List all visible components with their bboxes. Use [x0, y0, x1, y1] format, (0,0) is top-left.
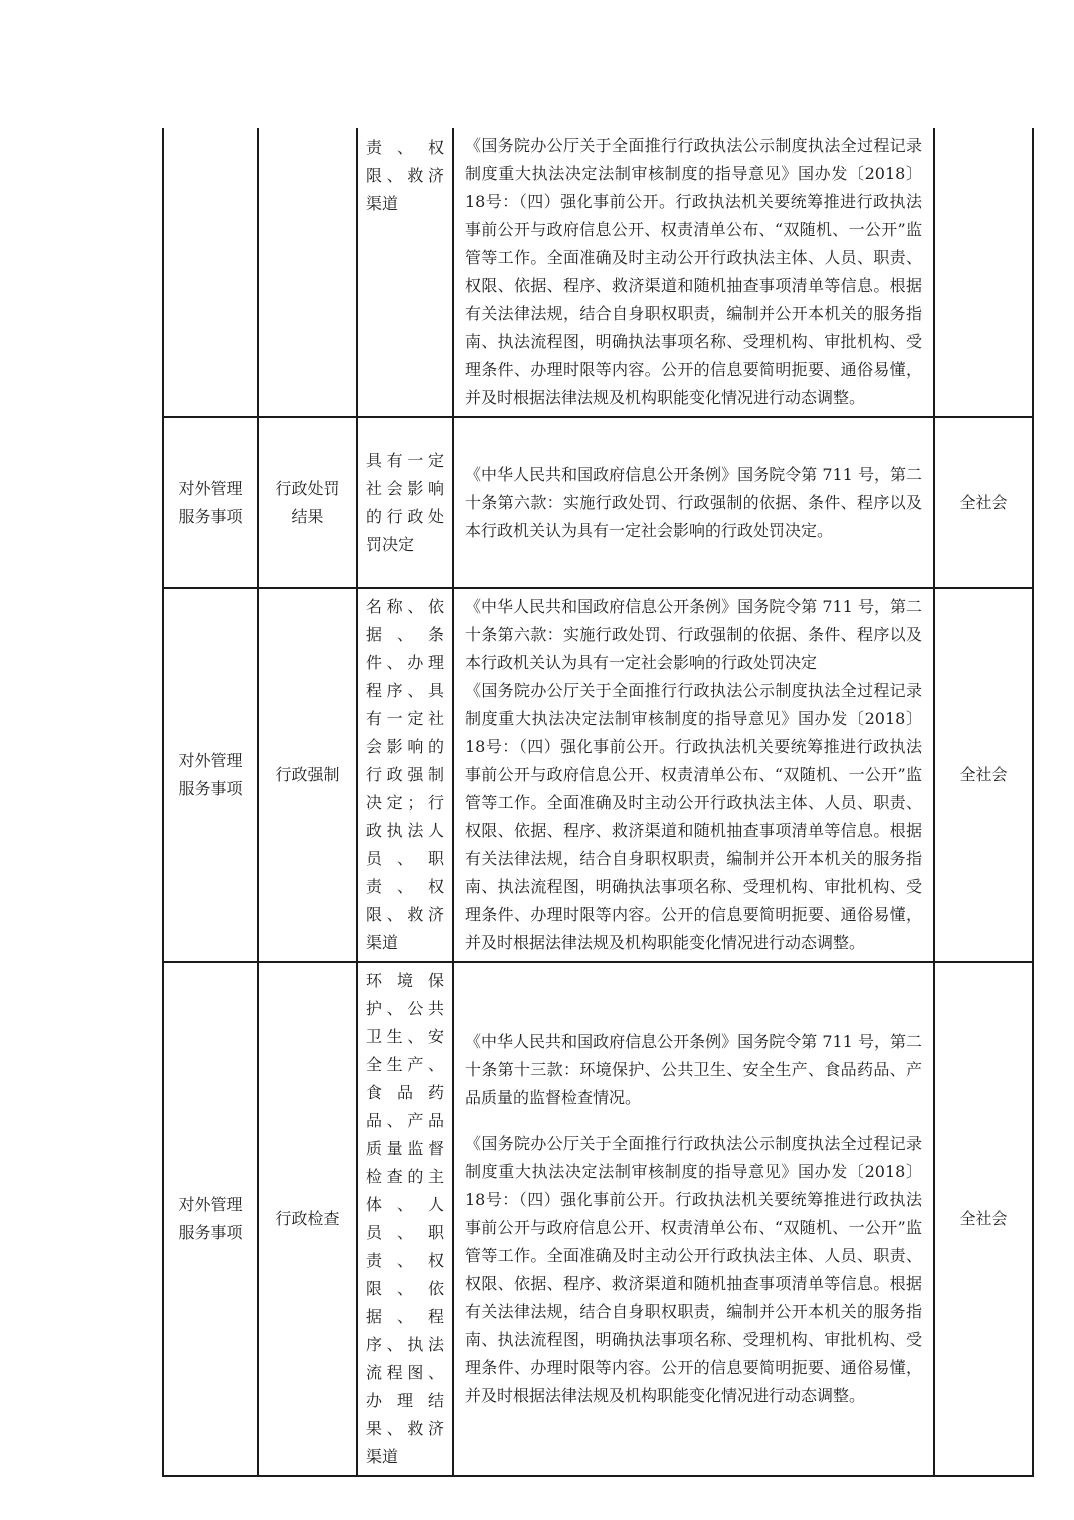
content-cell: 责、权限、救济渠道	[357, 128, 453, 417]
content-cell: 名称、依据、条件、办理程序、具有一定社会影响的行政强制决定；行政执法人员、职责、权限、救济渠道	[357, 588, 453, 962]
basis-paragraph: 《中华人民共和国政府信息公开条例》国务院令第 711 号，第二十条第十三款：环境保护、公共卫生、安全生产、食品药品、产品质量的监督检查情况。	[465, 1032, 922, 1107]
category-cell: 对外管理服务事项	[163, 588, 258, 962]
content-cell: 环境保护、公共卫生、安全生产、食品药品、产品质量监督检查的主体、人员、职责、权限、依据、程序、执法流程图、办理结果、救济渠道	[357, 962, 453, 1476]
audience-cell: 全社会	[934, 962, 1033, 1476]
basis-paragraph: 《国务院办公厅关于全面推行行政执法公示制度执法全过程记录制度重大执法决定法制审核制度的指导意见》国办发〔2018〕18号：（四）强化事前公开。行政执法机关要统筹推进行政执法事前公开与政府信息公开、权责清单公布、“双随机、一公开”监管等工作。全面准确及时主动公开行政执法主体、人员、职责、权限、依据、程序、救济渠道和随机抽查事项清单等信息。根据有关法律法规，结合自身职权职责，编制并公开本机关的服务指南、执法流程图，明确执法事项名称、受理机构、审批机构、受理条件、办理时限等内容。公开的信息要简明扼要、通俗易懂，并及时根据法律法规及机构职能变化情况进行动态调整。	[465, 681, 922, 952]
table-row	[163, 417, 1033, 588]
item-cell: 行政检查	[258, 962, 357, 1476]
basis-cell	[453, 588, 934, 962]
basis-paragraph: 《国务院办公厅关于全面推行行政执法公示制度执法全过程记录制度重大执法决定法制审核制度的指导意见》国办发〔2018〕18号：（四）强化事前公开。行政执法机关要统筹推进行政执法事前公开与政府信息公开、权责清单公布、“双随机、一公开”监管等工作。全面准确及时主动公开行政执法主体、人员、职责、权限、依据、程序、救济渠道和随机抽查事项清单等信息。根据有关法律法规，结合自身职权职责，编制并公开本机关的服务指南、执法流程图，明确执法事项名称、受理机构、审批机构、受理条件、办理时限等内容。公开的信息要简明扼要、通俗易懂，并及时根据法律法规及机构职能变化情况进行动态调整。	[465, 1134, 922, 1405]
basis-paragraph: 《中华人民共和国政府信息公开条例》国务院令第 711 号，第二十条第六款：实施行政处罚、行政强制的依据、条件、程序以及本行政机关认为具有一定社会影响的行政处罚决定	[465, 597, 922, 672]
item-cell: 行政强制	[258, 588, 357, 962]
content-cell: 具有一定社会影响的行政处罚决定	[357, 417, 453, 588]
category-cell	[163, 128, 258, 417]
audience-cell: 全社会	[934, 417, 1033, 588]
category-cell: 对外管理服务事项	[163, 417, 258, 588]
table-row	[163, 588, 1033, 962]
basis-cell	[453, 962, 934, 1476]
category-cell: 对外管理服务事项	[163, 962, 258, 1476]
audience-cell: 全社会	[934, 588, 1033, 962]
item-cell	[258, 128, 357, 417]
disclosure-table	[162, 128, 1034, 1477]
table-row	[163, 128, 1033, 417]
table-row	[163, 962, 1033, 1476]
item-cell: 行政处罚结果	[258, 417, 357, 588]
audience-cell	[934, 128, 1033, 417]
basis-paragraph: 《中华人民共和国政府信息公开条例》国务院令第 711 号，第二十条第六款：实施行政处罚、行政强制的依据、条件、程序以及本行政机关认为具有一定社会影响的行政处罚决定。	[465, 464, 922, 540]
basis-cell	[453, 128, 934, 417]
basis-cell	[453, 417, 934, 588]
basis-paragraph: 《国务院办公厅关于全面推行行政执法公示制度执法全过程记录制度重大执法决定法制审核制度的指导意见》国办发〔2018〕18号：（四）强化事前公开。行政执法机关要统筹推进行政执法事前公开与政府信息公开、权责清单公布、“双随机、一公开”监管等工作。全面准确及时主动公开行政执法主体、人员、职责、权限、依据、程序、救济渠道和随机抽查事项清单等信息。根据有关法律法规，结合自身职权职责，编制并公开本机关的服务指南、执法流程图，明确执法事项名称、受理机构、审批机构、受理条件、办理时限等内容。公开的信息要简明扼要、通俗易懂，并及时根据法律法规及机构职能变化情况进行动态调整。	[465, 136, 922, 407]
